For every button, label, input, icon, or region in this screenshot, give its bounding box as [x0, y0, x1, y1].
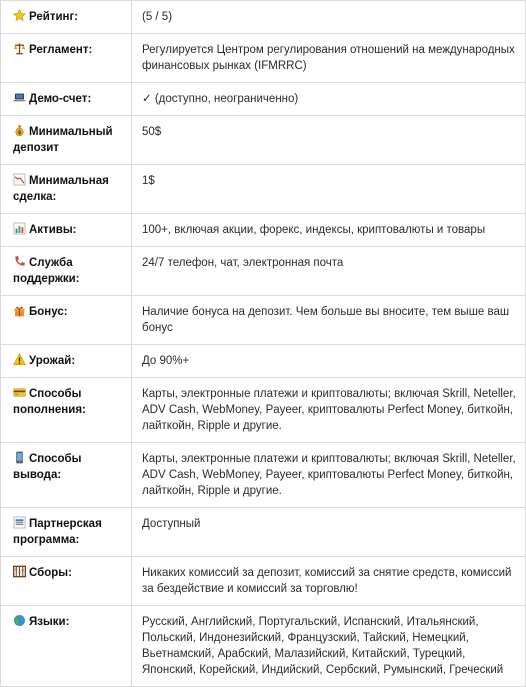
value-cell: Доступный	[132, 508, 526, 557]
key-cell	[1, 83, 132, 116]
credit-card-icon	[13, 386, 26, 399]
key-label: Минимальная сделка:	[13, 175, 109, 203]
star-icon	[13, 9, 26, 22]
key-cell	[1, 165, 132, 214]
key-cell	[1, 214, 132, 247]
phone-icon	[13, 255, 26, 268]
key-label: Минимальный депозит	[13, 126, 113, 154]
key-label: Способы пополнения:	[13, 388, 86, 416]
value-cell: До 90%+	[132, 345, 526, 378]
key-label: Бонус:	[29, 306, 68, 318]
chart-icon	[13, 173, 26, 186]
value-cell: Карты, электронные платежи и криптовалюты; включая Skrill, Neteller, ADV Cash, WebMoney, Payeer, криптовалюты Perfect Money, биткойн, лайткойн, Ripple и другие.	[132, 378, 526, 443]
key-cell	[1, 443, 132, 508]
value-cell: Русский, Английский, Португальский, Испанский, Итальянский, Польский, Индонезийский, Французский, Тайский, Немецкий, Вьетнамский, Арабский, Малазийский, Китайский, Турецкий, Японский, Корейский, Индийский, Сербский, Румынский, Греческий	[132, 606, 526, 687]
key-cell	[1, 34, 132, 83]
mobile-phone-icon	[13, 451, 26, 464]
row-min-trade	[1, 165, 526, 214]
key-label: Урожай:	[29, 355, 76, 367]
row-withdrawal-methods	[1, 443, 526, 508]
row-assets	[1, 214, 526, 247]
laptop-icon	[13, 91, 26, 104]
bar-chart-icon	[13, 222, 26, 235]
row-regulation	[1, 34, 526, 83]
row-fees	[1, 557, 526, 606]
row-yield	[1, 345, 526, 378]
key-label: Активы:	[29, 224, 77, 236]
gift-icon	[13, 304, 26, 317]
value-cell: Никаких комиссий за депозит, комиссий за снятие средств, комиссий за бездействие и комиссий за торговлю!	[132, 557, 526, 606]
key-label: Партнерская программа:	[13, 518, 102, 546]
value-cell: ✓ (доступно, неограниченно)	[132, 83, 526, 116]
globe-icon	[13, 614, 26, 627]
svg-text:$: $	[17, 129, 22, 136]
value-cell: Регулируется Центром регулирования отношений на международных финансовых рынках (IFMRRC)	[132, 34, 526, 83]
key-cell	[1, 508, 132, 557]
key-label: Регламент:	[29, 44, 93, 56]
row-bonus	[1, 296, 526, 345]
row-rating	[1, 1, 526, 34]
key-label: Сборы:	[29, 567, 72, 579]
key-cell	[1, 247, 132, 296]
key-label: Служба поддержки:	[13, 257, 80, 285]
key-label: Демо-счет:	[29, 93, 92, 105]
value-cell: 1$	[132, 165, 526, 214]
key-cell	[1, 1, 132, 34]
handshake-icon	[13, 516, 26, 529]
value-cell: Наличие бонуса на депозит. Чем больше вы вносите, тем выше ваш бонус	[132, 296, 526, 345]
row-affiliate	[1, 508, 526, 557]
key-cell	[1, 557, 132, 606]
warning-icon	[13, 353, 26, 366]
value-cell: 24/7 телефон, чат, электронная почта	[132, 247, 526, 296]
key-cell	[1, 116, 132, 165]
row-languages	[1, 606, 526, 687]
key-cell	[1, 606, 132, 687]
key-cell	[1, 378, 132, 443]
value-cell: (5 / 5)	[132, 1, 526, 34]
row-demo-account	[1, 83, 526, 116]
row-deposit-methods	[1, 378, 526, 443]
value-cell: 100+, включая акции, форекс, индексы, криптовалюты и товары	[132, 214, 526, 247]
value-cell: Карты, электронные платежи и криптовалюты; включая Skrill, Neteller, ADV Cash, WebMoney, Payeer, криптовалюты Perfect Money, биткойн, лайткойн, Ripple и другие.	[132, 443, 526, 508]
row-min-deposit	[1, 116, 526, 165]
abacus-icon	[13, 565, 26, 578]
key-label: Языки:	[29, 616, 70, 628]
key-cell	[1, 296, 132, 345]
value-cell: 50$	[132, 116, 526, 165]
row-support	[1, 247, 526, 296]
key-label: Способы вывода:	[13, 453, 82, 481]
scales-icon	[13, 42, 26, 55]
key-cell	[1, 345, 132, 378]
key-label: Рейтинг:	[29, 11, 79, 23]
money-bag-icon	[13, 124, 26, 137]
